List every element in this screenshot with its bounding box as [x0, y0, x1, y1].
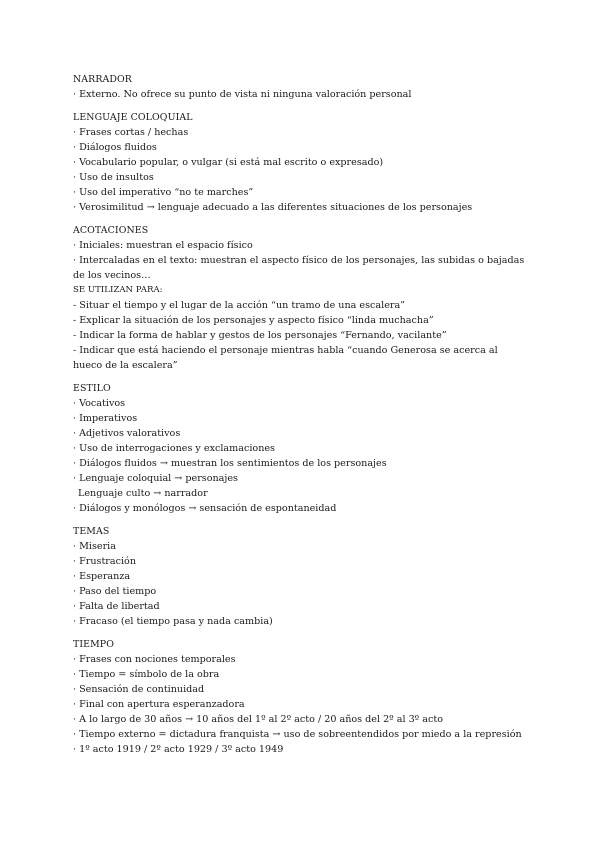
lenguaje-line: · Diálogos fluidos [73, 142, 157, 153]
acotaciones-line: · Iniciales: muestran el espacio físico [73, 240, 253, 251]
lenguaje-line: · Uso de insultos [73, 172, 154, 183]
section-temas [73, 524, 528, 629]
temas-line: · Frustración [73, 556, 137, 567]
document-body [73, 72, 528, 765]
acotaciones-use: - Indicar la forma de hablar y gestos de los personajes “Fernando, vacilante” [73, 330, 447, 341]
heading-estilo: ESTILO [73, 383, 111, 394]
tiempo-line: · Final con apertura esperanzadora [73, 699, 245, 710]
temas-line: · Paso del tiempo [73, 586, 157, 597]
tiempo-line: · Sensación de continuidad [73, 684, 205, 695]
heading-temas: TEMAS [73, 526, 110, 537]
tiempo-line: · A lo largo de 30 años → 10 años del 1º al 2º acto / 20 años del 2º al 3º acto [73, 714, 443, 725]
acotaciones-use: - Indicar que está haciendo el personaje mientras habla “cuando Generosa se acerca al hueco de la escalera” [73, 345, 498, 371]
estilo-line: · Vocativos [73, 398, 126, 409]
temas-line: · Esperanza [73, 571, 131, 582]
estilo-line: · Imperativos [73, 413, 138, 424]
estilo-line: · Adjetivos valorativos [73, 428, 181, 439]
estilo-line: · Uso de interrogaciones y exclamaciones [73, 443, 275, 454]
narrador-line: · Externo. No ofrece su punto de vista ni ninguna valoración personal [73, 89, 412, 100]
section-tiempo [73, 637, 528, 757]
tiempo-line: · Tiempo = símbolo de la obra [73, 669, 220, 680]
section-narrador [73, 72, 528, 102]
section-acotaciones [73, 223, 528, 373]
temas-line: · Miseria [73, 541, 116, 552]
tiempo-line: · 1º acto 1919 / 2º acto 1929 / 3º acto 1949 [73, 744, 284, 755]
heading-lenguaje-coloquial: LENGUAJE COLOQUIAL [73, 112, 193, 123]
lenguaje-line: · Frases cortas / hechas [73, 127, 189, 138]
heading-narrador: NARRADOR [73, 74, 132, 85]
acotaciones-use: - Explicar la situación de los personajes y aspecto físico “linda muchacha” [73, 315, 434, 326]
estilo-line: · Lenguaje coloquial → personajes [73, 473, 238, 484]
temas-line: · Falta de libertad [73, 601, 160, 612]
estilo-line: · Diálogos fluidos → muestran los sentimientos de los personajes [73, 458, 387, 469]
heading-tiempo: TIEMPO [73, 639, 114, 650]
estilo-line: · Diálogos y monólogos → sensación de espontaneidad [73, 503, 337, 514]
section-lenguaje-coloquial [73, 110, 528, 215]
tiempo-line: · Frases con nociones temporales [73, 654, 236, 665]
temas-line: · Fracaso (el tiempo pasa y nada cambia) [73, 616, 273, 627]
tiempo-line: · Tiempo externo = dictadura franquista → uso de sobreentendidos por miedo a la represión [73, 729, 522, 740]
lenguaje-line: · Vocabulario popular, o vulgar (si está mal escrito o expresado) [73, 157, 384, 168]
acotaciones-use: - Situar el tiempo y el lugar de la acción “un tramo de una escalera” [73, 300, 406, 311]
subheading-se-utilizan-para: SE UTILIZAN PARA: [73, 285, 163, 295]
section-estilo [73, 381, 528, 516]
acotaciones-line: · Intercaladas en el texto: muestran el aspecto físico de los personajes, las subidas o bajadas de los vecinos… [73, 255, 525, 281]
lenguaje-line: · Uso del imperativo “no te marches” [73, 187, 254, 198]
estilo-indented-line: Lenguaje culto → narrador [78, 488, 208, 499]
heading-acotaciones: ACOTACIONES [73, 225, 149, 236]
lenguaje-line: · Verosimilitud → lenguaje adecuado a las diferentes situaciones de los personajes [73, 202, 473, 213]
